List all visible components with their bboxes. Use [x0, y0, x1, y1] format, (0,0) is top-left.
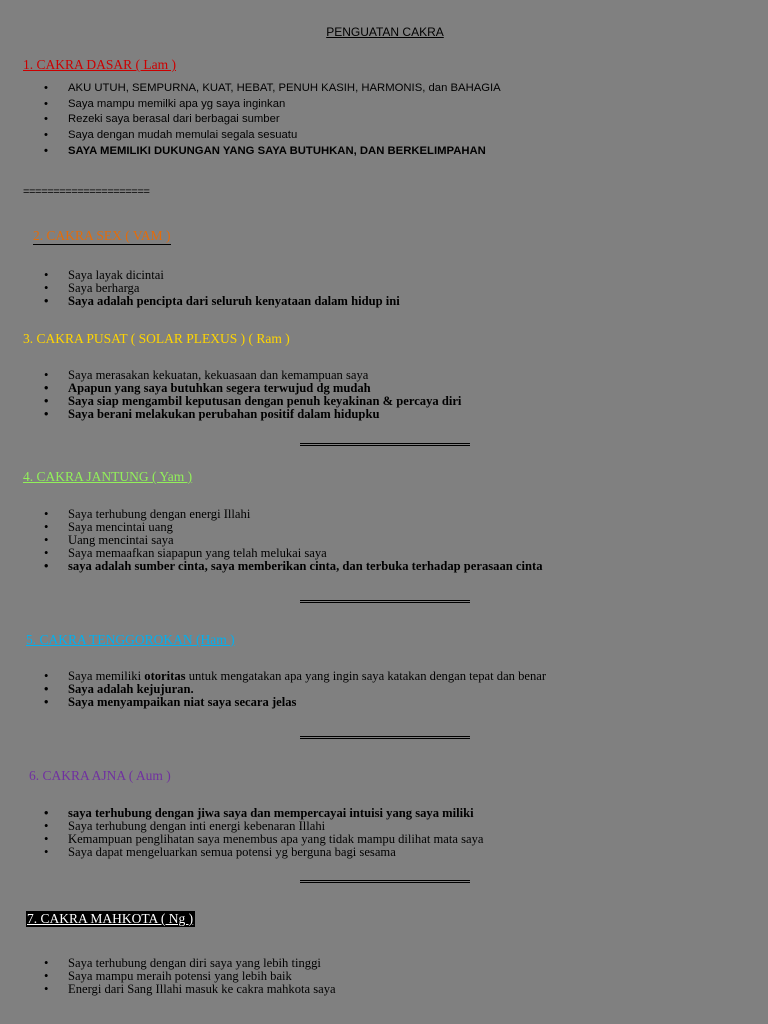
- list-item: • Saya terhubung dengan energi Illahi: [44, 508, 543, 521]
- list-item: • Energi dari Sang Illahi masuk ke cakra mahkota saya: [44, 983, 336, 996]
- list-item: • Saya mampu meraih potensi yang lebih baik: [44, 970, 336, 983]
- list-item: • Saya merasakan kekuatan, kekuasaan dan kemampuan saya: [44, 369, 461, 382]
- section-5-list: [44, 670, 546, 709]
- section-4-heading: 4. CAKRA JANTUNG ( Yam ): [23, 469, 193, 484]
- divider-line: [300, 600, 470, 603]
- list-item: • saya terhubung dengan jiwa saya dan mempercayai intuisi yang saya miliki: [44, 807, 483, 820]
- list-item: • saya adalah sumber cinta, saya memberikan cinta, dan terbuka terhadap perasaan cinta: [44, 560, 543, 573]
- section-3-list: [44, 369, 461, 421]
- list-item: • Saya berharga: [44, 282, 400, 295]
- item-emphasis: otoritas: [144, 669, 186, 683]
- list-item: • Saya layak dicintai: [44, 269, 400, 282]
- section-1-list: [44, 81, 501, 160]
- section-7-heading: 7. CAKRA MAHKOTA ( Ng ): [27, 911, 194, 926]
- list-item: • Saya memaafkan siapapun yang telah melukai saya: [44, 547, 543, 560]
- divider-line: [300, 736, 470, 739]
- list-item: • Saya mampu memilki apa yg saya inginkan: [44, 97, 501, 113]
- list-item: • Saya terhubung dengan inti energi kebenaran Illahi: [44, 820, 483, 833]
- section-3-heading: 3. CAKRA PUSAT ( SOLAR PLEXUS ) ( Ram ): [23, 331, 290, 346]
- list-item: • Saya adalah pencipta dari seluruh kenyataan dalam hidup ini: [44, 295, 400, 308]
- section-4-list: [44, 508, 543, 573]
- list-item: • Apapun yang saya butuhkan segera terwujud dg mudah: [44, 382, 461, 395]
- list-item: [44, 670, 546, 683]
- item-text: untuk mengatakan apa yang ingin saya katakan dengan tepat dan benar: [185, 669, 547, 683]
- list-item: • Saya dengan mudah memulai segala sesuatu: [44, 128, 501, 144]
- section-6-heading: 6. CAKRA AJNA ( Aum ): [29, 768, 171, 783]
- item-text: Saya memiliki: [68, 669, 145, 683]
- list-item: • Saya mencintai uang: [44, 521, 543, 534]
- text-separator: =====================: [23, 186, 150, 198]
- section-2-heading: 2. CAKRA SEX ( VAM ): [33, 228, 171, 243]
- list-item: • Saya terhubung dengan diri saya yang lebih tinggi: [44, 957, 336, 970]
- document-title: PENGUATAN CAKRA: [326, 25, 444, 39]
- section-7-list: [44, 957, 336, 996]
- divider-line: [300, 880, 470, 883]
- list-item: • SAYA MEMILIKI DUKUNGAN YANG SAYA BUTUHKAN, DAN BERKELIMPAHAN: [44, 144, 501, 160]
- section-1-heading: 1. CAKRA DASAR ( Lam ): [23, 57, 177, 72]
- list-item: • Saya siap mengambil keputusan dengan penuh keyakinan & percaya diri: [44, 395, 461, 408]
- list-item: • Rezeki saya berasal dari berbagai sumber: [44, 112, 501, 128]
- divider-line: [300, 443, 470, 446]
- list-item: • Saya adalah kejujuran.: [44, 683, 546, 696]
- section-5-heading: 5. CAKRA TENGGOROKAN (Ham ): [26, 632, 235, 647]
- list-item: • Uang mencintai saya: [44, 534, 543, 547]
- section-6-list: [44, 807, 483, 859]
- list-item: • Saya menyampaikan niat saya secara jelas: [44, 696, 546, 709]
- list-item: • Saya dapat mengeluarkan semua potensi yg berguna bagi sesama: [44, 846, 483, 859]
- section-2-list: [44, 269, 400, 308]
- list-item: • Kemampuan penglihatan saya menembus apa yang tidak mampu dilihat mata saya: [44, 833, 483, 846]
- list-item: • Saya berani melakukan perubahan positif dalam hidupku: [44, 408, 461, 421]
- list-item: • AKU UTUH, SEMPURNA, KUAT, HEBAT, PENUH KASIH, HARMONIS, dan BAHAGIA: [44, 81, 501, 97]
